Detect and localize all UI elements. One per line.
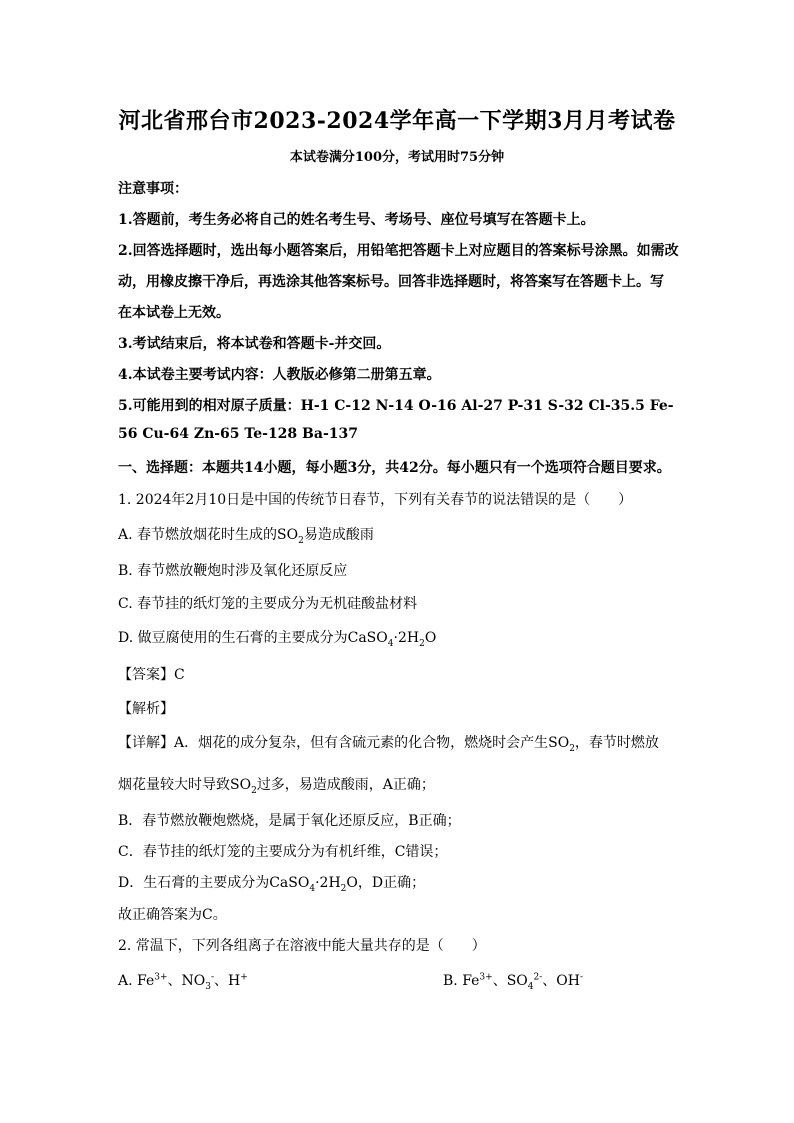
notice-item: 4.本试卷主要考试内容：人教版必修第二册第五章。 (118, 367, 441, 383)
question-1-option-a: A. 春节燃放烟花时生成的$SO_2$易造成酸雨 (118, 527, 374, 546)
exam-title: 河北省邢台市2023-2024学年高一下学期3月月考试卷 (118, 108, 676, 134)
notice-item: 56 Cu-64 Zn-65 Te-128 Ba-137 (118, 426, 358, 442)
notice-item: 3.考试结束后，将本试卷和答题卡-并交回。 (118, 336, 391, 352)
notice-item: 在本试卷上无效。 (118, 305, 230, 321)
question-1-stem: 1. 2024年2月10日是中国的传统节日春节，下列有关春节的说法错误的是（ ） (118, 492, 633, 508)
question-1-option-b: B. 春节燃放鞭炮时涉及氧化还原反应 (118, 563, 348, 579)
question-1-detail-line: B．春节燃放鞭炮燃烧，是属于氧化还原反应，B正确； (118, 813, 461, 829)
notice-item: 5.可能用到的相对原子质量：H-1 C-12 N-14 O-16 Al-27 P-31 S-32 Cl-35.5 Fe- (118, 398, 674, 414)
question-2-stem: 2. 常温下，下列各组离子在溶液中能大量共存的是（ ） (118, 938, 486, 954)
question-1-detail-line: 【详解】A．烟花的成分复杂，但有含硫元素的化合物，燃烧时会产生$SO_2$，春节时燃放 (118, 735, 659, 754)
question-1-conclusion: 故正确答案为C。 (118, 907, 227, 923)
notice-item: 2.回答选择题时，选出每小题答案后，用铅笔把答题卡上对应题目的答案标号涂黑。如需改 (118, 243, 679, 259)
question-2-option-b: B. $Fe^{3+}$、$SO_4^{2-}$、OH- (443, 972, 584, 992)
question-1-option-c: C. 春节挂的纸灯笼的主要成分为无机硅酸盐材料 (118, 596, 418, 612)
question-2-option-a: A. $Fe^{3+}$、$NO_3^-$、H+ (118, 972, 248, 992)
question-1-answer: 【答案】C (118, 667, 185, 683)
notice-item: 1.答题前，考生务必将自己的姓名考生号、考场号、座位号填写在答题卡上。 (118, 212, 595, 228)
exam-subtitle: 本试卷满分100分，考试用时75分钟 (289, 150, 505, 165)
question-1-detail-line: D．生石膏的主要成分为$CaSO_4\cdot 2H_2O$，D正确； (118, 875, 426, 894)
section-heading: 一、选择题：本题共14小题，每小题3分，共42分。每小题只有一个选项符合题目要求。 (118, 460, 671, 476)
question-1-option-d: D. 做豆腐使用的生石膏的主要成分为$CaSO_4\cdot 2H_2O$ (118, 630, 437, 649)
question-1-analysis-heading: 【解析】 (118, 701, 174, 717)
notice-item: 动，用橡皮擦干净后，再选涂其他答案标号。回答非选择题时，将答案写在答题卡上。写 (118, 274, 664, 290)
notice-heading: 注意事项： (118, 181, 188, 197)
question-1-detail-line: C．春节挂的纸灯笼的主要成分为有机纤维，C错误； (118, 844, 448, 860)
question-1-detail-line: 烟花量较大时导致$SO_2$过多，易造成酸雨，A正确； (118, 777, 435, 796)
